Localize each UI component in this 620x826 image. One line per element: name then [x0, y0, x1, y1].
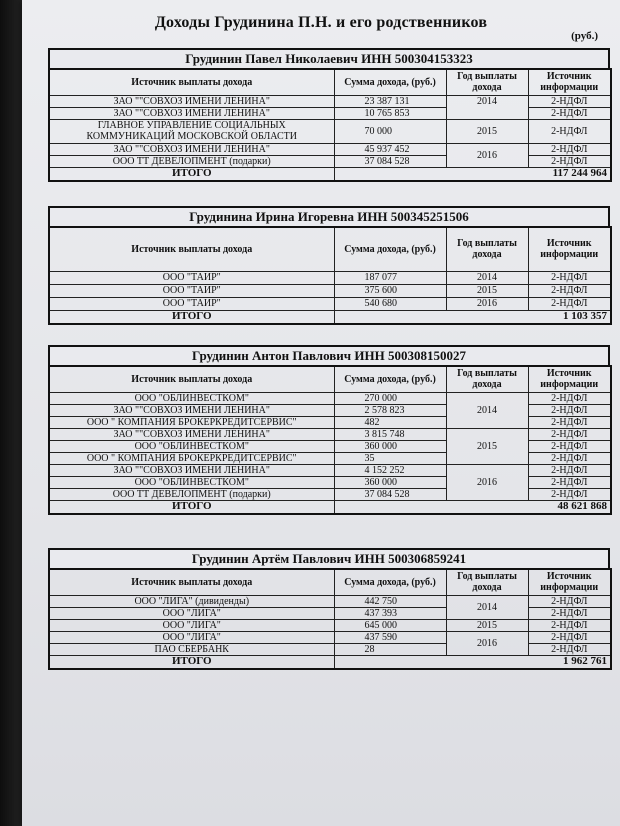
row-amount: 45 937 452 [334, 143, 446, 155]
row-info: 2-НДФЛ [528, 404, 611, 416]
header-info: Источник информации [528, 227, 611, 271]
document-title: Доходы Грудинина П.Н. и его родственников [154, 14, 488, 31]
header-info: Источник информации [528, 366, 611, 392]
header-amount: Сумма дохода, (руб.) [334, 569, 446, 595]
row-source: ООО ТТ ДЕВЕЛОПМЕНТ (подарки) [49, 488, 334, 500]
total-label: ИТОГО [49, 310, 334, 324]
currency-unit: (руб.) [571, 30, 598, 42]
row-info: 2-НДФЛ [528, 392, 611, 404]
section-artem [48, 548, 610, 670]
row-year: 2015 [446, 619, 528, 631]
row-info: 2-НДФЛ [528, 428, 611, 440]
row-info: 2-НДФЛ [528, 297, 611, 310]
row-amount: 442 750 [334, 595, 446, 607]
row-info: 2-НДФЛ [528, 452, 611, 464]
table-row [49, 595, 611, 607]
table-header-row [49, 69, 611, 95]
row-amount: 35 [334, 452, 446, 464]
income-table [48, 365, 612, 515]
row-year: 2014 [446, 595, 528, 619]
section-irina [48, 206, 610, 325]
row-year: 2016 [446, 464, 528, 500]
income-table [48, 568, 612, 670]
row-amount: 23 387 131 [334, 95, 446, 107]
table-header-row [49, 227, 611, 271]
row-year: 2014 [446, 392, 528, 428]
row-year: 2014 [446, 95, 528, 119]
row-source: ООО "ТАИР" [49, 271, 334, 284]
row-info: 2-НДФЛ [528, 416, 611, 428]
row-amount: 437 393 [334, 607, 446, 619]
row-year: 2014 [446, 271, 528, 284]
row-info: 2-НДФЛ [528, 607, 611, 619]
table-row [49, 297, 611, 310]
section-title: Грудинин Павел Николаевич ИНН 500304153323 [48, 48, 610, 68]
row-amount: 375 600 [334, 284, 446, 297]
row-info: 2-НДФЛ [528, 464, 611, 476]
row-source: ООО "ТАИР" [49, 284, 334, 297]
row-info: 2-НДФЛ [528, 440, 611, 452]
table-row [49, 143, 611, 155]
header-info: Источник информации [528, 69, 611, 95]
row-info: 2-НДФЛ [528, 271, 611, 284]
row-source: ЗАО ""СОВХОЗ ИМЕНИ ЛЕНИНА" [49, 143, 334, 155]
section-title: Грудинина Ирина Игоревна ИНН 500345251506 [48, 206, 610, 226]
total-value: 48 621 868 [334, 500, 611, 514]
row-source: ПАО СБЕРБАНК [49, 643, 334, 655]
row-source: ООО "ОБЛИНВЕСТКОМ" [49, 392, 334, 404]
total-value: 117 244 964 [334, 167, 611, 181]
total-label: ИТОГО [49, 655, 334, 669]
table-row [49, 392, 611, 404]
document-page [22, 0, 620, 826]
row-year: 2015 [446, 284, 528, 297]
row-amount: 3 815 748 [334, 428, 446, 440]
row-year: 2015 [446, 119, 528, 143]
row-info: 2-НДФЛ [528, 631, 611, 643]
section-pavel [48, 48, 610, 182]
table-row [49, 619, 611, 631]
row-amount: 187 077 [334, 271, 446, 284]
header-year: Год выплаты дохода [446, 366, 528, 392]
section-title: Грудинин Артём Павлович ИНН 500306859241 [48, 548, 610, 568]
row-source: ООО "ТАИР" [49, 297, 334, 310]
row-amount: 28 [334, 643, 446, 655]
row-info: 2-НДФЛ [528, 143, 611, 155]
header-year: Год выплаты дохода [446, 227, 528, 271]
row-info: 2-НДФЛ [528, 155, 611, 167]
header-year: Год выплаты дохода [446, 569, 528, 595]
row-source: ООО "ЛИГА" [49, 631, 334, 643]
header-source: Источник выплаты дохода [49, 569, 334, 595]
row-source: ООО "ЛИГА" (дивиденды) [49, 595, 334, 607]
total-row [49, 655, 611, 669]
section-title: Грудинин Антон Павлович ИНН 500308150027 [48, 345, 610, 365]
table-row [49, 95, 611, 107]
row-source: ООО "ЛИГА" [49, 607, 334, 619]
row-source: ООО ТТ ДЕВЕЛОПМЕНТ (подарки) [49, 155, 334, 167]
table-row [49, 284, 611, 297]
header-amount: Сумма дохода, (руб.) [334, 69, 446, 95]
row-info: 2-НДФЛ [528, 107, 611, 119]
row-info: 2-НДФЛ [528, 476, 611, 488]
row-amount: 360 000 [334, 476, 446, 488]
row-info: 2-НДФЛ [528, 643, 611, 655]
table-row [49, 428, 611, 440]
row-year: 2016 [446, 297, 528, 310]
table-header-row [49, 366, 611, 392]
total-value: 1 103 357 [334, 310, 611, 324]
total-value: 1 962 761 [334, 655, 611, 669]
row-amount: 2 578 823 [334, 404, 446, 416]
row-year: 2016 [446, 143, 528, 167]
income-table [48, 68, 612, 182]
table-row [49, 119, 611, 143]
row-amount: 645 000 [334, 619, 446, 631]
row-info: 2-НДФЛ [528, 119, 611, 143]
section-anton [48, 345, 610, 515]
row-amount: 482 [334, 416, 446, 428]
row-source: ЗАО ""СОВХОЗ ИМЕНИ ЛЕНИНА" [49, 404, 334, 416]
row-amount: 37 084 528 [334, 488, 446, 500]
row-info: 2-НДФЛ [528, 619, 611, 631]
header-amount: Сумма дохода, (руб.) [334, 366, 446, 392]
table-row [49, 464, 611, 476]
row-amount: 70 000 [334, 119, 446, 143]
header-source: Источник выплаты дохода [49, 69, 334, 95]
row-source: ООО "ЛИГА" [49, 619, 334, 631]
row-amount: 360 000 [334, 440, 446, 452]
row-source: ООО "ОБЛИНВЕСТКОМ" [49, 476, 334, 488]
row-info: 2-НДФЛ [528, 488, 611, 500]
header-source: Источник выплаты дохода [49, 366, 334, 392]
row-info: 2-НДФЛ [528, 95, 611, 107]
total-label: ИТОГО [49, 500, 334, 514]
row-source: ЗАО ""СОВХОЗ ИМЕНИ ЛЕНИНА" [49, 464, 334, 476]
row-amount: 437 590 [334, 631, 446, 643]
row-info: 2-НДФЛ [528, 595, 611, 607]
header-year: Год выплаты дохода [446, 69, 528, 95]
row-year: 2016 [446, 631, 528, 655]
row-source: ЗАО ""СОВХОЗ ИМЕНИ ЛЕНИНА" [49, 95, 334, 107]
row-amount: 10 765 853 [334, 107, 446, 119]
row-source: ГЛАВНОЕ УПРАВЛЕНИЕ СОЦИАЛЬНЫХ КОММУНИКАЦИЙ МОСКОВСКОЙ ОБЛАСТИ [49, 119, 334, 143]
row-amount: 270 000 [334, 392, 446, 404]
header-amount: Сумма дохода, (руб.) [334, 227, 446, 271]
row-amount: 4 152 252 [334, 464, 446, 476]
total-row [49, 167, 611, 181]
table-header-row [49, 569, 611, 595]
row-source: ЗАО ""СОВХОЗ ИМЕНИ ЛЕНИНА" [49, 428, 334, 440]
row-amount: 540 680 [334, 297, 446, 310]
row-year: 2015 [446, 428, 528, 464]
total-row [49, 310, 611, 324]
header-source: Источник выплаты дохода [49, 227, 334, 271]
row-amount: 37 084 528 [334, 155, 446, 167]
income-table [48, 226, 612, 325]
row-source: ЗАО ""СОВХОЗ ИМЕНИ ЛЕНИНА" [49, 107, 334, 119]
row-source: ООО "ОБЛИНВЕСТКОМ" [49, 440, 334, 452]
row-info: 2-НДФЛ [528, 284, 611, 297]
total-label: ИТОГО [49, 167, 334, 181]
header-info: Источник информации [528, 569, 611, 595]
total-row [49, 500, 611, 514]
row-source: ООО " КОМПАНИЯ БРОКЕРКРЕДИТСЕРВИС" [49, 416, 334, 428]
table-row [49, 631, 611, 643]
table-row [49, 271, 611, 284]
row-source: ООО " КОМПАНИЯ БРОКЕРКРЕДИТСЕРВИС" [49, 452, 334, 464]
